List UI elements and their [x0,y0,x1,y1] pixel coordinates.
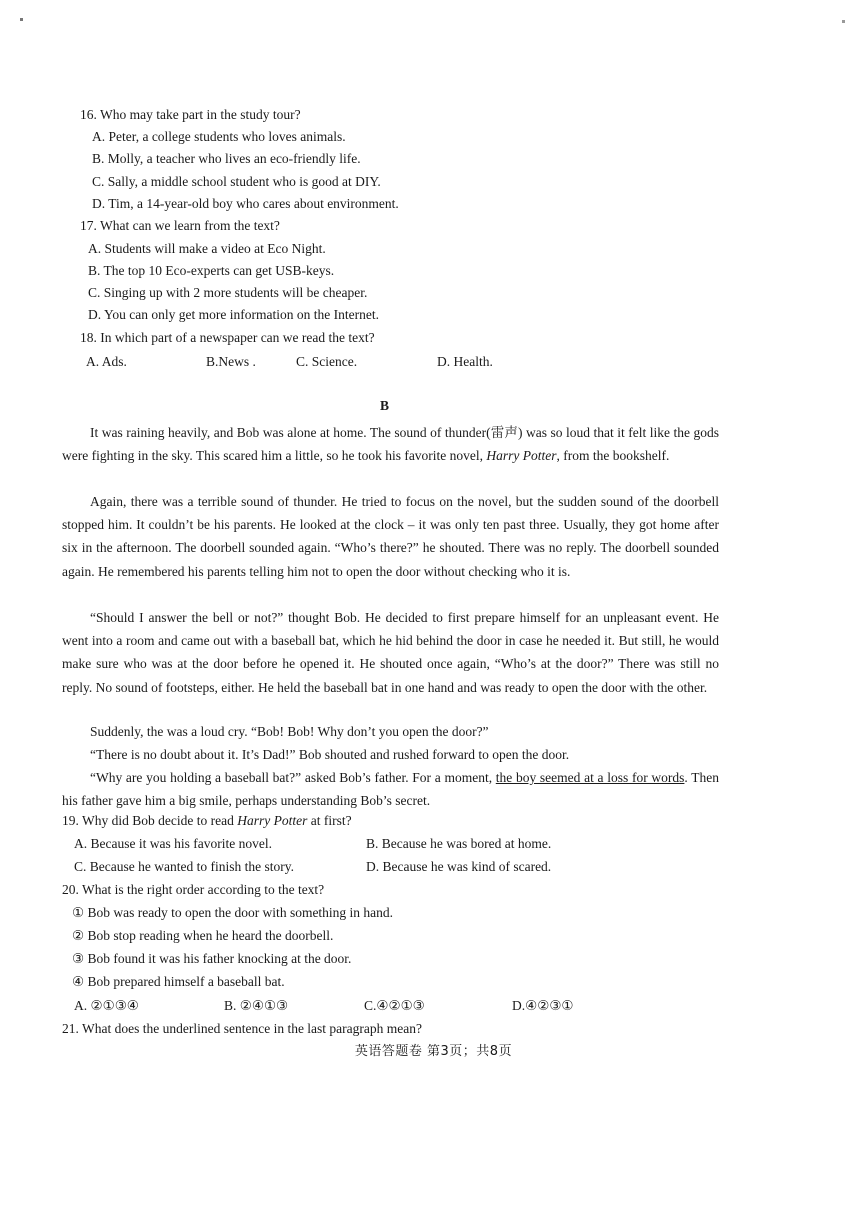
passage-paragraph-1 [62,421,719,467]
q18-option-c: C. Science. [296,354,358,369]
page-footer: 英语答题卷 第3页；共8页 [354,1044,513,1059]
q20-options [0,997,867,1015]
paragraph-text: It was raining heavily, and Bob was alone at home. The sound of thunder(雷声) was so loud that it felt like the gods were fighting in the sky. This scared him a little, so he took his favorite novel, [62,425,719,464]
question-21-stem [62,1020,422,1038]
q18-option-a: A. Ads. [86,354,127,369]
question-number: 17. [80,218,97,233]
question-text-part: Why did Bob decide to read [82,813,238,828]
q18-option-d: D. Health. [437,354,493,369]
q16-option-c: C. Sally, a middle school student who is good at DIY. [92,174,381,189]
passage-paragraph-4: Suddenly, the was a loud cry. “Bob! Bob! Why don’t you open the door?” [90,724,489,739]
passage-paragraph-2: Again, there was a terrible sound of thunder. He tried to focus on the novel, but the sudden sound of the doorbell stopped him. It couldn’t be his parents. He looked at the clock – it was only ten past three. Usually, they got home after six in the afternoon. The doorbell sounded again. “Who’s there?” he shouted. There was no reply. The doorbell sounded again. He remembered his parents telling him not to open the door without checking who it is. [62,494,719,579]
q20-event-2: ② Bob stop reading when he heard the doorbell. [72,928,334,943]
q20-event-4: ④ Bob prepared himself a baseball bat. [72,974,285,989]
passage-paragraph-6 [62,766,719,812]
question-16-stem [80,106,301,124]
question-text: What is the right order according to the text? [82,882,325,897]
q17-option-a: A. Students will make a video at Eco Night. [88,241,326,256]
passage-paragraph-3: “Should I answer the bell or not?” thought Bob. He decided to first prepare himself for an unpleasant event. He went into a room and came out with a baseball bat, which he hid behind the door in case he needed it. But still, he would make sure who was at the door before he opened it. He shouted once again, “Who’s at the door?” There was still no reply. No sound of footsteps, either. He held the baseball bat in one hand and was ready to open the door with the other. [62,610,719,695]
paragraph-text: “Why are you holding a baseball bat?” asked Bob’s father. For a moment, [90,770,496,785]
passage-paragraph-5: “There is no doubt about it. It’s Dad!” Bob shouted and rushed forward to open the door. [90,747,570,762]
question-number: 16. [80,107,97,122]
question-20-stem [62,881,324,899]
q20-option-c: C.④②①③ [364,998,425,1013]
paragraph-text: . Then his father gave him a big smile, perhaps understanding Bob’s secret. [62,770,719,809]
underlined-sentence: the boy seemed at a loss for words [495,770,685,785]
q16-option-a: A. Peter, a college students who loves animals. [92,129,346,144]
q19-options-row-1 [0,835,867,853]
question-number: 18. [80,330,97,345]
scan-speck [842,20,845,23]
q19-option-c: C. Because he wanted to finish the story. [74,859,294,874]
question-text: In which part of a newspaper can we read the text? [100,330,375,345]
book-title: Harry Potter [486,448,557,464]
question-number: 19. [62,813,79,828]
question-number: 21. [62,1021,79,1036]
question-18-stem [80,329,375,347]
question-number: 20. [62,882,79,897]
paragraph-text: , from the bookshelf. [556,448,670,464]
question-text: What does the underlined sentence in the last paragraph mean? [82,1021,423,1036]
q17-option-d: D. You can only get more information on the Internet. [88,307,379,322]
book-title: Harry Potter [237,813,308,828]
q18-options [0,353,867,371]
q20-event-3: ③ Bob found it was his father knocking at the door. [72,951,352,966]
question-19-stem [62,812,352,830]
section-b-title: B [380,398,390,413]
q19-option-d: D. Because he was kind of scared. [366,859,552,874]
q20-option-b: B. ②④①③ [224,998,289,1013]
question-text: What can we learn from the text? [100,218,280,233]
q16-option-d: D. Tim, a 14-year-old boy who cares about environment. [92,196,399,211]
q18-option-b: B.News . [206,354,256,369]
q20-event-1: ① Bob was ready to open the door with something in hand. [72,905,394,920]
question-text: Who may take part in the study tour? [100,107,301,122]
q19-options-row-2 [0,858,867,876]
q20-option-d: D.④②③① [512,998,574,1013]
q20-option-a: A. ②①③④ [74,998,139,1013]
question-17-stem [80,217,280,235]
q16-option-b: B. Molly, a teacher who lives an eco-friendly life. [92,151,361,166]
question-text [82,813,352,828]
q19-option-b: B. Because he was bored at home. [366,836,552,851]
question-text-part: at first? [307,813,352,828]
q19-option-a: A. Because it was his favorite novel. [74,836,272,851]
q17-option-b: B. The top 10 Eco-experts can get USB-keys. [88,263,335,278]
scan-speck [20,18,23,21]
q17-option-c: C. Singing up with 2 more students will be cheaper. [88,285,368,300]
